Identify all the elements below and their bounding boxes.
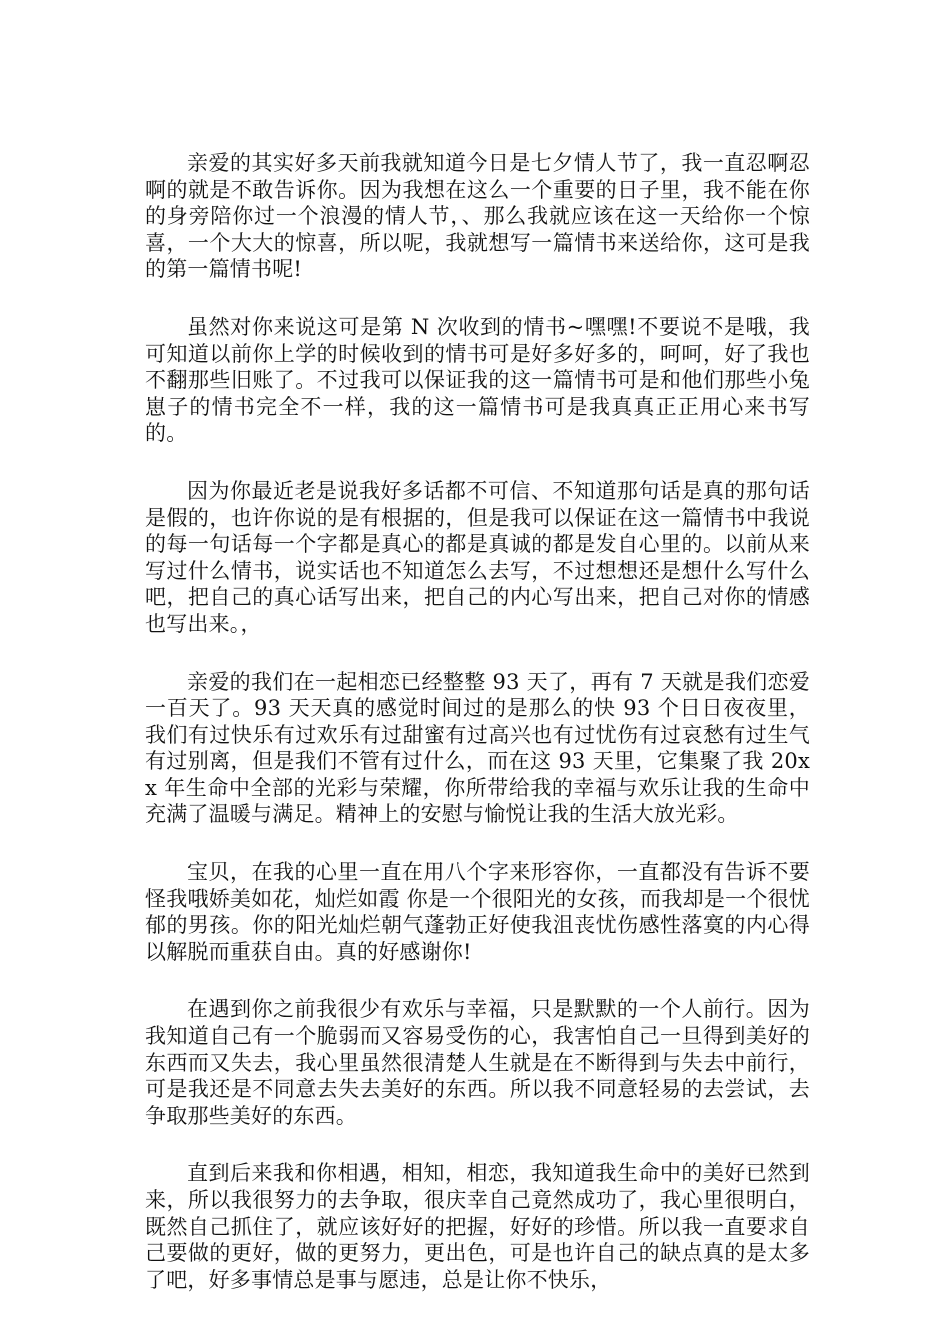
letter-body [145,150,810,1324]
paragraph: 虽然对你来说这可是第 N 次收到的情书~嘿嘿!不要说不是哦，我可知道以前你上学的时候收到的情书可是好多好多的，呵呵，好了我也不翻那些旧账了。不过我可以保证我的这一篇情书可是和他们那些小兔崽子的情书完全不一样，我的这一篇情书可是我真真正正用心来书写的。 [145,314,810,446]
paragraph: 亲爱的其实好多天前我就知道今日是七夕情人节了，我一直忍啊忍啊的就是不敢告诉你。因为我想在这么一个重要的日子里，我不能在你的身旁陪你过一个浪漫的情人节，、那么我就应该在这一天给你一个惊喜，一个大大的惊喜，所以呢，我就想写一篇情书来送给你，这可是我的第一篇情书呢! [145,151,810,282]
paragraph: 在遇到你之前我很少有欢乐与幸福，只是默默的一个人前行。因为我知道自己有一个脆弱而又容易受伤的心，我害怕自己一旦得到美好的东西而又失去，我心里虽然很清楚人生就是在不断得到与失去中前行，可是我还是不同意去失去美好的东西。所以我不同意轻易的去尝试，去争取那些美好的东西。 [145,997,810,1128]
paragraph: 亲爱的我们在一起相恋已经整整 93 天了，再有 7 天就是我们恋爱一百天了。93 天天真的感觉时间过的是那么的快 93 个日日夜夜里，我们有过快乐有过欢乐有过甜蜜有过高兴也有过忧伤有过哀愁有过生气有过别离，但是我们不管有过什么，而在这 93 天里，它集聚了我 20xx 年生命中全部的光彩与荣耀，你所带给我的幸福与欢乐让我的生命中充满了温暖与满足。精神上的安慰与愉悦让我的生活大放光彩。 [145,669,810,827]
paragraph: 宝贝，在我的心里一直在用八个字来形容你，一直都没有告诉不要怪我哦娇美如花，灿烂如霞 你是一个很阳光的女孩，而我却是一个很忧郁的男孩。你的阳光灿烂朝气蓬勃正好使我沮丧忧伤感性落寞的内心得以解脱而重获自由。真的好感谢你! [145,860,810,964]
paragraph: 直到后来我和你相遇，相知，相恋，我知道我生命中的美好已然到来，所以我很努力的去争取，很庆幸自己竟然成功了，我心里很明白，既然自己抓住了，就应该好好的把握，好好的珍惜。所以我一直要求自己要做的更好，做的更努力，更出色，可是也许自己的缺点真的是太多了吧，好多事情总是事与愿违，总是让你不快乐， [145,1161,810,1292]
paragraph: 因为你最近老是说我好多话都不可信、不知道那句话是真的那句话是假的，也许你说的是有根据的，但是我可以保证在这一篇情书中我说的每一句话每一个字都是真心的都是真诚的都是发自心里的。以前从来写过什么情书，说实话也不知道怎么去写，不过想想还是想什么写什么吧，把自己的真心话写出来，把自己的内心写出来，把自己对你的情感也写出来。， [145,478,810,636]
